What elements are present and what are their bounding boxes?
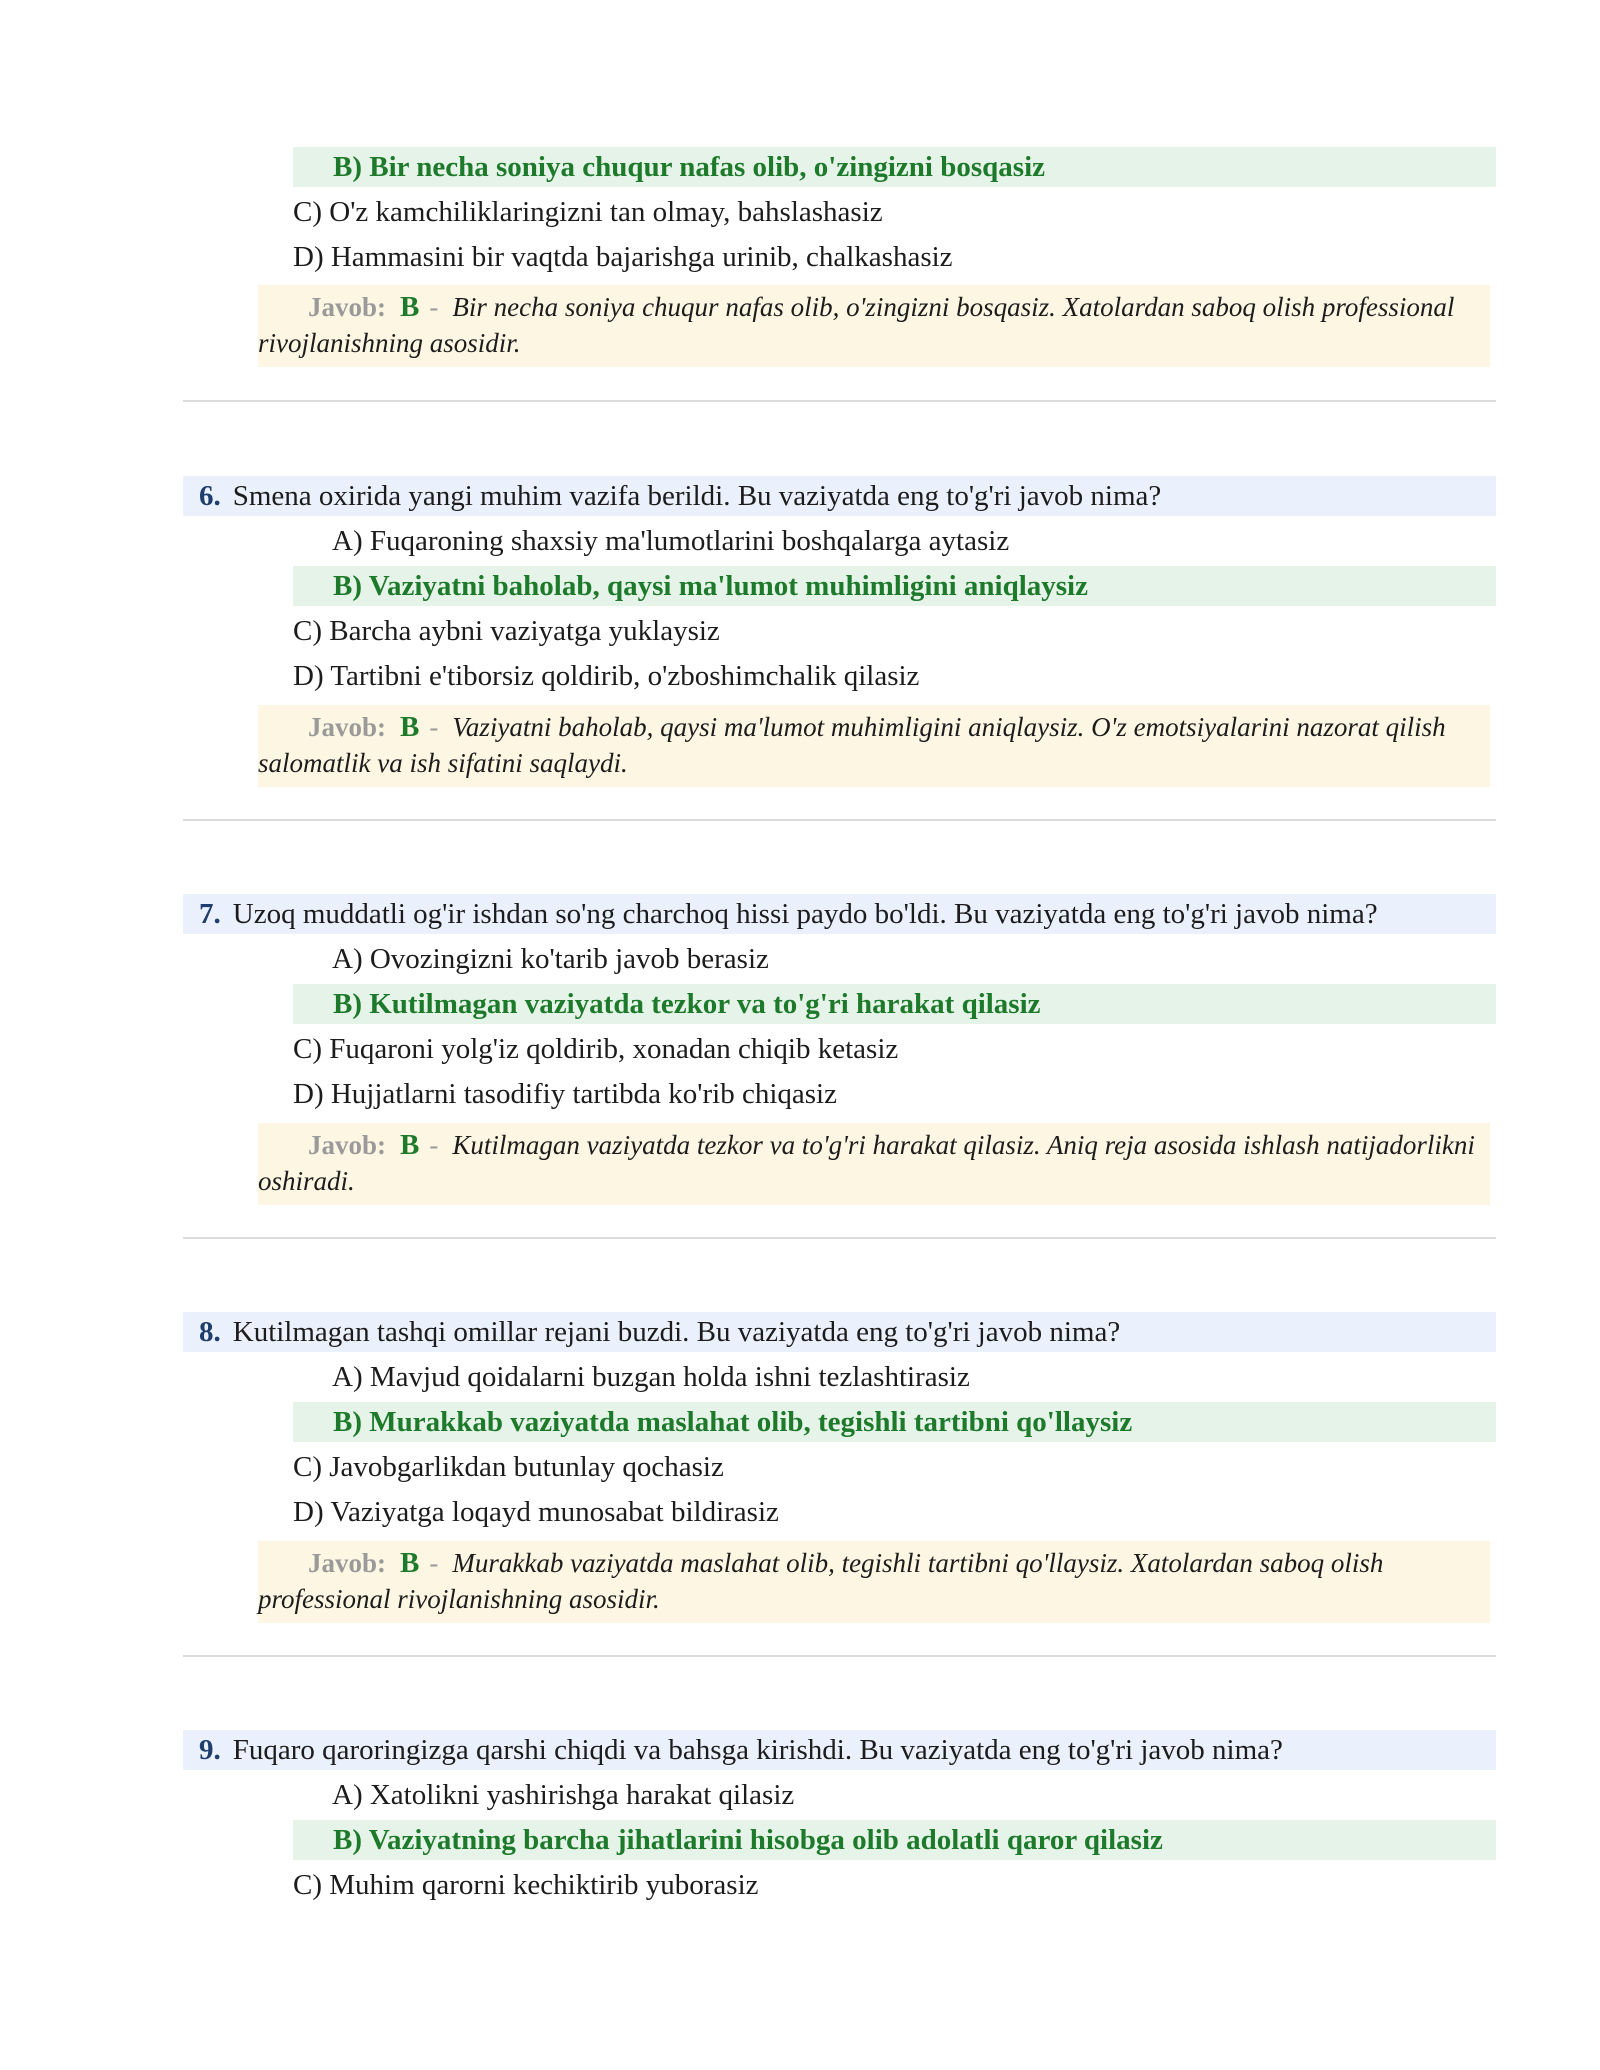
divider (183, 819, 1496, 821)
answer-label: Javob: (308, 1130, 387, 1160)
divider (183, 400, 1496, 402)
question-header (183, 1312, 1496, 1352)
question-number: 7. (199, 898, 221, 930)
option-a: A) Fuqaroning shaxsiy ma'lumotlarini boshqalarga aytasiz (332, 525, 1010, 557)
option-c: C) O'z kamchiliklaringizni tan olmay, bahslashasiz (293, 196, 883, 228)
option-a: A) Ovozingizni ko'tarib javob berasiz (332, 943, 769, 975)
question-number: 8. (199, 1316, 221, 1348)
answer-letter: B (400, 291, 420, 323)
option-b-correct: B) Murakkab vaziyatda maslahat olib, tegishli tartibni qo'llaysiz (293, 1402, 1496, 1442)
divider (183, 1655, 1496, 1657)
option-c: C) Javobgarlikdan butunlay qochasiz (293, 1451, 724, 1483)
question-text: Fuqaro qaroringizga qarshi chiqdi va bahsga kirishdi. Bu vaziyatda eng to'g'ri javob nima? (232, 1734, 1283, 1766)
answer-label: Javob: (308, 292, 387, 322)
answer-explanation: Bir necha soniya chuqur nafas olib, o'zingizni bosqasiz. Xatolardan saboq olish professional rivojlanishning asosidir. (258, 292, 1455, 358)
option-d: D) Hujjatlarni tasodifiy tartibda ko'rib chiqasiz (293, 1078, 837, 1110)
answer-explanation: Kutilmagan vaziyatda tezkor va to'g'ri harakat qilasiz. Aniq reja asosida ishlash natijadorlikni oshiradi. (258, 1130, 1475, 1196)
option-c: C) Fuqaroni yolg'iz qoldirib, xonadan chiqib ketasiz (293, 1033, 899, 1065)
answer-explanation: Vaziyatni baholab, qaysi ma'lumot muhimligini aniqlaysiz. O'z emotsiyalarini nazorat qilish salomatlik va ish sifatini saqlaydi. (258, 712, 1446, 778)
option-c: C) Barcha aybni vaziyatga yuklaysiz (293, 615, 720, 647)
question-text: Uzoq muddatli og'ir ishdan so'ng charchoq hissi paydo bo'ldi. Bu vaziyatda eng to'g'ri javob nima? (232, 898, 1378, 930)
option-d: D) Hammasini bir vaqtda bajarishga urinib, chalkashasiz (293, 241, 953, 273)
question-text: Kutilmagan tashqi omillar rejani buzdi. Bu vaziyatda eng to'g'ri javob nima? (232, 1316, 1121, 1348)
answer-label: Javob: (308, 712, 387, 742)
option-d: D) Tartibni e'tiborsiz qoldirib, o'zboshimchalik qilasiz (293, 660, 920, 692)
option-c: C) Muhim qarorni kechiktirib yuborasiz (293, 1869, 759, 1901)
question-header (183, 476, 1496, 516)
option-b-correct: B) Bir necha soniya chuqur nafas olib, o'zingizni bosqasiz (293, 147, 1496, 187)
question-header (183, 894, 1496, 934)
question-number: 9. (199, 1734, 221, 1766)
divider (183, 1237, 1496, 1239)
answer-letter: B (400, 1129, 420, 1161)
answer-box: Javob: B - Bir necha soniya chuqur nafas olib, o'zingizni bosqasiz. Xatolardan saboq olish professional rivojlanishning asosidir. (258, 285, 1490, 367)
answer-label: Javob: (308, 1548, 387, 1578)
option-d: D) Vaziyatga loqayd munosabat bildirasiz (293, 1496, 779, 1528)
question-text: Smena oxirida yangi muhim vazifa berildi. Bu vaziyatda eng to'g'ri javob nima? (232, 480, 1162, 512)
answer-box: Javob: B - Kutilmagan vaziyatda tezkor va to'g'ri harakat qilasiz. Aniq reja asosida ishlash natijadorlikni oshiradi. (258, 1123, 1490, 1205)
question-number: 6. (199, 480, 221, 512)
answer-box: Javob: B - Vaziyatni baholab, qaysi ma'lumot muhimligini aniqlaysiz. O'z emotsiyalarini nazorat qilish salomatlik va ish sifatini saqlaydi. (258, 705, 1490, 787)
option-b-correct: B) Kutilmagan vaziyatda tezkor va to'g'ri harakat qilasiz (293, 984, 1496, 1024)
answer-letter: B (400, 711, 420, 743)
option-a: A) Mavjud qoidalarni buzgan holda ishni tezlashtirasiz (332, 1361, 970, 1393)
option-b-correct: B) Vaziyatning barcha jihatlarini hisobga olib adolatli qaror qilasiz (293, 1820, 1496, 1860)
option-b-correct: B) Vaziyatni baholab, qaysi ma'lumot muhimligini aniqlaysiz (293, 566, 1496, 606)
option-a: A) Xatolikni yashirishga harakat qilasiz (332, 1779, 795, 1811)
answer-explanation: Murakkab vaziyatda maslahat olib, tegishli tartibni qo'llaysiz. Xatolardan saboq olish professional rivojlanishning asosidir. (258, 1548, 1384, 1614)
question-header (183, 1730, 1496, 1770)
answer-box: Javob: B - Murakkab vaziyatda maslahat olib, tegishli tartibni qo'llaysiz. Xatolardan saboq olish professional rivojlanishning asosidir. (258, 1541, 1490, 1623)
answer-letter: B (400, 1547, 420, 1579)
